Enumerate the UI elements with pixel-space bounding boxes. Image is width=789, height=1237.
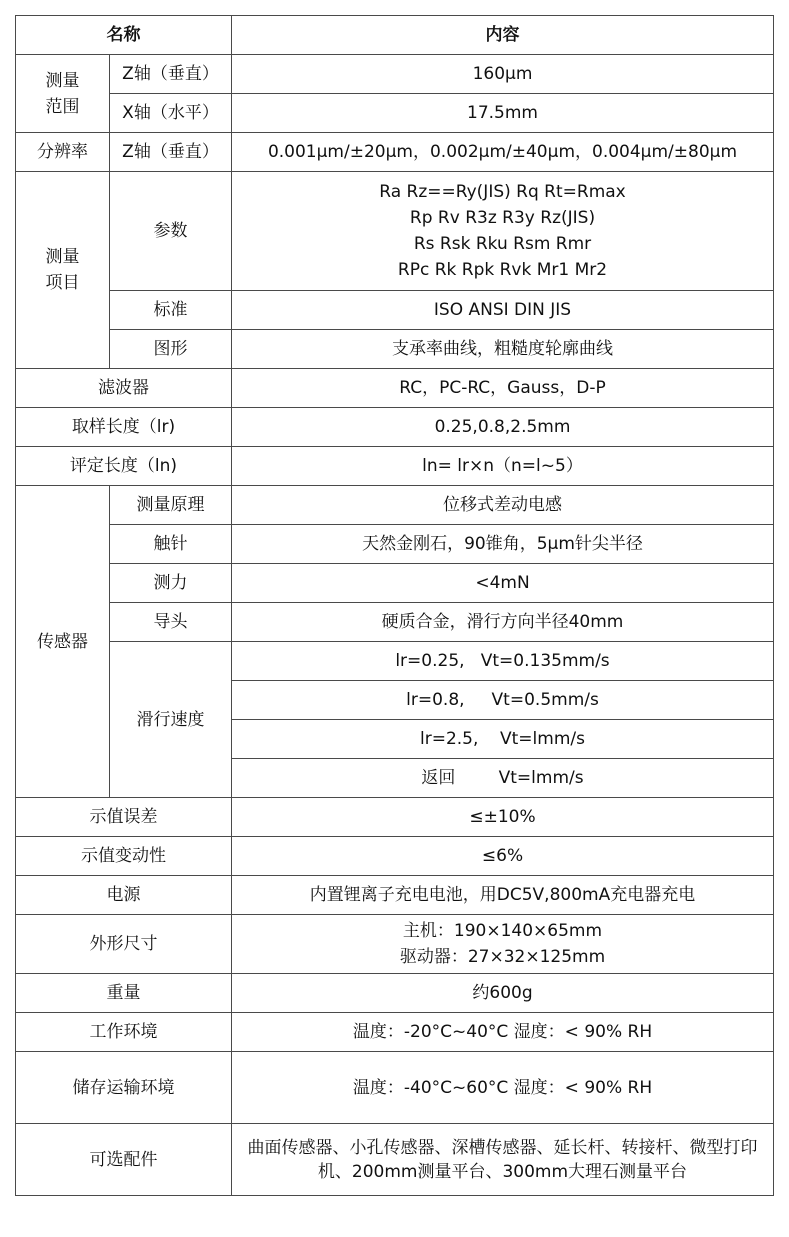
header-content: 内容	[232, 16, 774, 55]
table-row	[16, 133, 774, 172]
table-row	[16, 915, 774, 974]
indication-variability-label: 示值变动性	[16, 837, 232, 876]
table-row	[16, 837, 774, 876]
accessories-label: 可选配件	[16, 1124, 232, 1196]
speed-value: lr=0.25, Vt=0.135mm/s	[232, 642, 774, 681]
dimensions-label: 外形尺寸	[16, 915, 232, 974]
accessories-value: 曲面传感器、小孔传感器、深槽传感器、延长杆、转接杆、微型打印机、200mm测量平台、300mm大理石测量平台	[232, 1124, 774, 1196]
dimensions-line: 主机：190×140×65mm	[402, 921, 603, 941]
z-axis-label: Z轴（垂直）	[110, 55, 232, 94]
table-row	[16, 642, 774, 681]
params-line: Ra Rz==Ry(JIS) Rq Rt=Rmax	[379, 182, 626, 202]
principle-label: 测量原理	[110, 486, 232, 525]
work-env-value: 温度：-20°C~40°C 湿度：< 90% RH	[232, 1013, 774, 1052]
force-label: 测力	[110, 564, 232, 603]
params-label: 参数	[110, 172, 232, 291]
dimensions-line: 驱动器：27×32×125mm	[399, 947, 606, 967]
filter-value: RC，PC-RC，Gauss，D-P	[232, 369, 774, 408]
table-row	[16, 1124, 774, 1196]
z-range-value: 160μm	[232, 55, 774, 94]
stylus-label: 触针	[110, 525, 232, 564]
sensor-label: 传感器	[16, 486, 110, 798]
table-row	[16, 369, 774, 408]
header-name: 名称	[16, 16, 232, 55]
table-row	[16, 447, 774, 486]
weight-label: 重量	[16, 974, 232, 1013]
eval-length-label: 评定长度（ln)	[16, 447, 232, 486]
header-row	[16, 16, 774, 55]
storage-env-value: 温度：-40°C~60°C 湿度：< 90% RH	[232, 1052, 774, 1124]
indication-error-label: 示值误差	[16, 798, 232, 837]
power-value: 内置锂离子充电电池，用DC5V,800mA充电器充电	[232, 876, 774, 915]
resolution-z-label: Z轴（垂直）	[110, 133, 232, 172]
table-row	[16, 798, 774, 837]
filter-label: 滤波器	[16, 369, 232, 408]
speed-label: 滑行速度	[110, 642, 232, 798]
params-value	[232, 172, 774, 291]
guide-label: 导头	[110, 603, 232, 642]
table-row	[16, 564, 774, 603]
stylus-value: 天然金刚石，90锥角，5μm针尖半径	[232, 525, 774, 564]
speed-value: 返回 Vt=lmm/s	[232, 759, 774, 798]
graph-label: 图形	[110, 330, 232, 369]
x-axis-label: X轴（水平）	[110, 94, 232, 133]
indication-error-value: ≤±10%	[232, 798, 774, 837]
resolution-value: 0.001μm/±20μm，0.002μm/±40μm，0.004μm/±80μm	[232, 133, 774, 172]
params-line: Rp Rv R3z R3y Rz(JIS)	[409, 208, 596, 228]
speed-value: lr=2.5, Vt=lmm/s	[232, 720, 774, 759]
table-row	[16, 1013, 774, 1052]
table-row	[16, 525, 774, 564]
guide-value: 硬质合金，滑行方向半径40mm	[232, 603, 774, 642]
principle-value: 位移式差动电感	[232, 486, 774, 525]
table-row	[16, 1052, 774, 1124]
table-row	[16, 330, 774, 369]
sample-length-label: 取样长度（lr)	[16, 408, 232, 447]
table-row	[16, 55, 774, 94]
table-row	[16, 291, 774, 330]
graph-value: 支承率曲线，粗糙度轮廓曲线	[232, 330, 774, 369]
resolution-label: 分辨率	[16, 133, 110, 172]
spec-table	[15, 15, 774, 1196]
weight-value: 约600g	[232, 974, 774, 1013]
table-row	[16, 94, 774, 133]
table-row	[16, 408, 774, 447]
force-value: <4mN	[232, 564, 774, 603]
eval-length-value: ln= lr×n（n=l~5）	[232, 447, 774, 486]
params-line: RPc Rk Rpk Rvk Mr1 Mr2	[397, 260, 608, 280]
measure-items-label: 测量 项目	[16, 172, 110, 369]
indication-variability-value: ≤6%	[232, 837, 774, 876]
table-row	[16, 486, 774, 525]
table-row	[16, 876, 774, 915]
standard-label: 标准	[110, 291, 232, 330]
table-row	[16, 603, 774, 642]
speed-value: lr=0.8, Vt=0.5mm/s	[232, 681, 774, 720]
dimensions-value	[232, 915, 774, 974]
work-env-label: 工作环境	[16, 1013, 232, 1052]
table-row	[16, 172, 774, 291]
table-row	[16, 974, 774, 1013]
standard-value: ISO ANSI DIN JIS	[232, 291, 774, 330]
storage-env-label: 储存运输环境	[16, 1052, 232, 1124]
params-line: Rs Rsk Rku Rsm Rmr	[413, 234, 592, 254]
sample-length-value: 0.25,0.8,2.5mm	[232, 408, 774, 447]
x-range-value: 17.5mm	[232, 94, 774, 133]
measure-range-label: 测量 范围	[16, 55, 110, 133]
power-label: 电源	[16, 876, 232, 915]
